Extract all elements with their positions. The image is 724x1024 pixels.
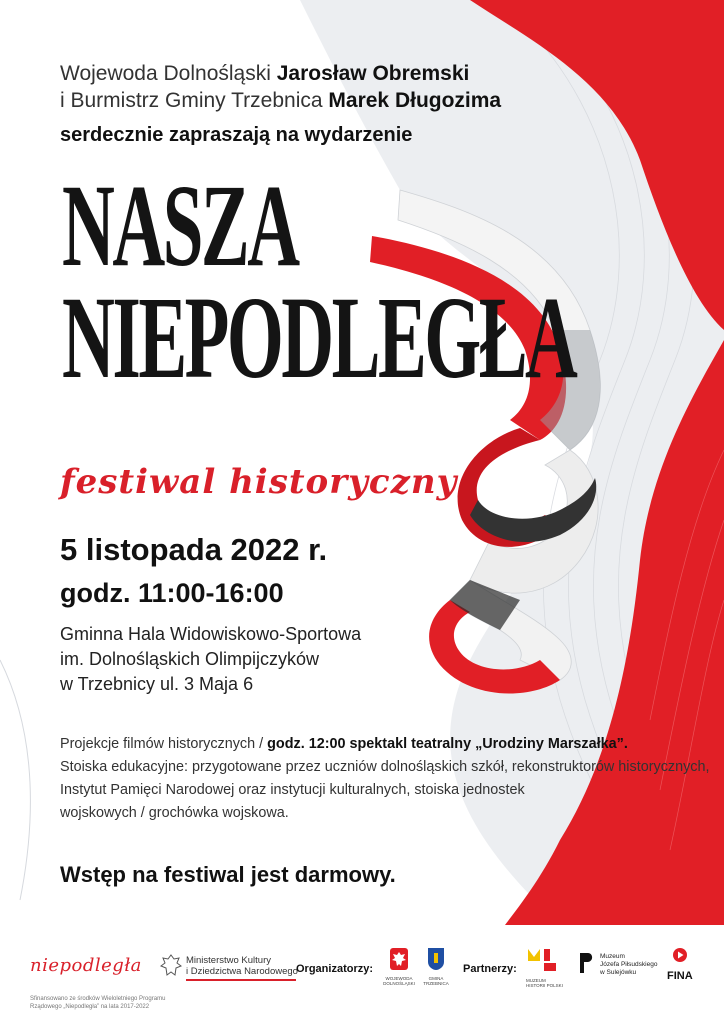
mayor-name: Marek Długozima <box>328 89 502 112</box>
funding-note: Sfinansowano ze środków Wieloletniego Programu Rządowego „Niepodległa” na lata 2017-2022 <box>30 996 166 1010</box>
trzebnica-caption: GMINA TRZEBNICA <box>423 976 449 986</box>
polish-eagle-icon <box>389 947 409 971</box>
muzeum-pilsudskiego-logo <box>578 951 658 980</box>
event-time: godz. 11:00-16:00 <box>60 578 284 608</box>
trzebnica-crest-icon <box>427 947 445 971</box>
program-films: Projekcje filmów historycznych / <box>60 736 268 752</box>
program-play: godz. 12:00 spektakl teatralny „Urodziny Marszałka”. <box>267 736 628 752</box>
program-line-2: Stoiska edukacyjne: przygotowane przez uczniów dolnośląskich szkół, rekonstruktorów historycznych, <box>60 759 710 775</box>
organizers-label: Organizatorzy: <box>296 963 374 975</box>
footer-logos <box>0 925 724 1024</box>
mjp-line-2: Józefa Piłsudskiego <box>600 961 658 968</box>
event-title <box>62 160 576 403</box>
play-icon <box>672 947 688 963</box>
mjp-text <box>600 953 657 977</box>
mhp-mark-icon <box>526 947 560 973</box>
event-date: 5 listopada 2022 r. <box>60 532 328 567</box>
mjp-mark-icon <box>578 951 596 975</box>
trzebnica-logo <box>421 947 451 986</box>
mjp-line-1: Muzeum <box>600 953 625 960</box>
fina-logo <box>667 947 693 982</box>
title-line-1: NASZA <box>62 160 298 291</box>
niepodlegla-logo: niepodległa <box>30 955 142 976</box>
free-entry-note: Wstęp na festiwal jest darmowy. <box>60 862 396 887</box>
event-subtitle: festiwal historyczny <box>60 462 458 502</box>
wojewoda-caption: WOJEWODA DOLNOŚLĄSKI <box>383 976 415 986</box>
mkidn-text <box>186 955 298 977</box>
mjp-line-3: w Sulejówku <box>600 969 637 976</box>
program-line-1 <box>60 733 660 756</box>
mhp-caption: MUZEUM HISTORII POLSKI <box>526 978 563 988</box>
header <box>60 60 620 147</box>
governor-name: Jarosław Obremski <box>276 62 470 85</box>
fina-label: FINA <box>667 970 693 982</box>
invite-text: serdecznie zapraszają na wydarzenie <box>60 124 413 146</box>
venue-line-1: Gminna Hala Widowiskowo-Sportowa <box>60 624 362 644</box>
program-description <box>60 733 710 825</box>
mayor-title: i Burmistrz Gminy Trzebnica <box>60 89 323 112</box>
event-venue <box>60 622 361 697</box>
wojewoda-logo <box>381 947 417 986</box>
venue-line-3: w Trzebnicy ul. 3 Maja 6 <box>60 674 254 694</box>
program-line-3: Instytut Pamięci Narodowej oraz instytucji kulturalnych, stoiska jednostek <box>60 782 525 798</box>
polish-eagle-icon <box>160 953 182 979</box>
program-line-4: wojskowych / grochówka wojskowa. <box>60 805 289 821</box>
partners-label: Partnerzy: <box>463 963 517 975</box>
mkidn-line-1: Ministerstwo Kultury <box>186 955 271 966</box>
organizer-line-2 <box>60 87 620 114</box>
muzeum-historii-polski-logo <box>526 947 566 988</box>
governor-title: Wojewoda Dolnośląski <box>60 62 271 85</box>
organizer-line-1 <box>60 60 620 87</box>
venue-line-2: im. Dolnośląskich Olimpijczyków <box>60 649 320 669</box>
mkidn-line-2: i Dziedzictwa Narodowego <box>186 966 298 977</box>
title-line-2: NIEPODLEGŁA <box>62 272 576 403</box>
mkidn-red-bar <box>186 979 296 981</box>
